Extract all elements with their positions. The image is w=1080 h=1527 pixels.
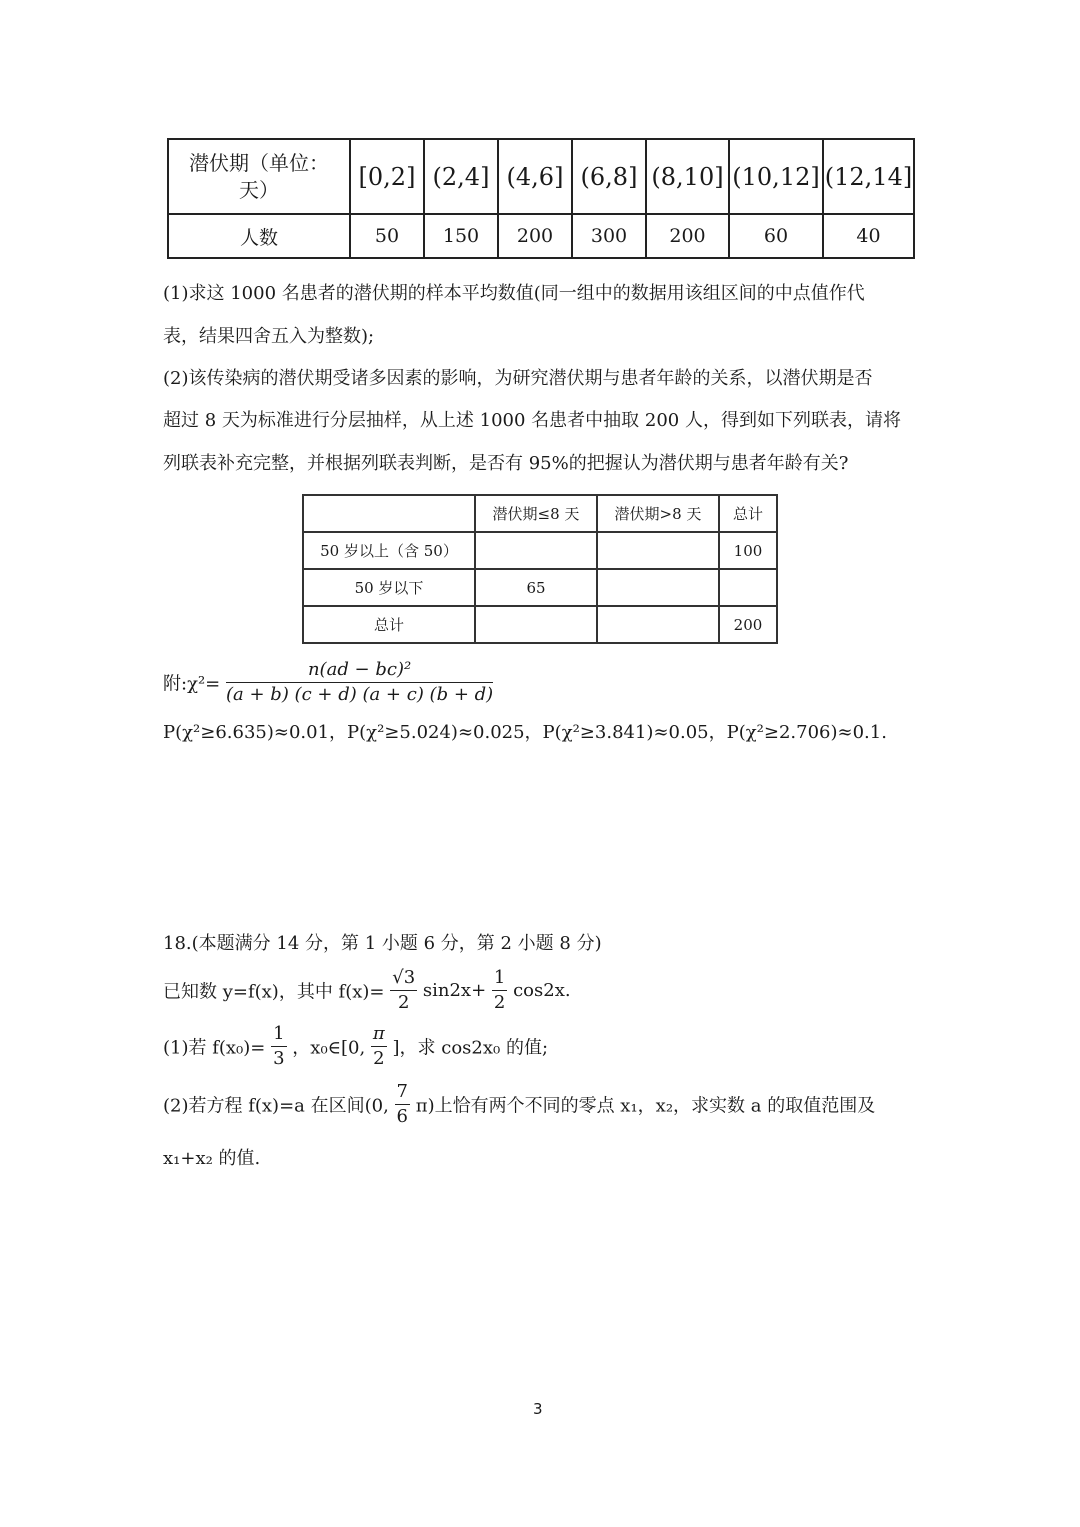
contingency-row [303,532,777,569]
formula-numerator: n(ad − bc)² [226,660,493,683]
pi-den: 2 [373,1047,385,1069]
interval-cell: (4,6] [498,139,572,214]
p2-fraction [395,1082,410,1127]
formula-denominator: (a + b) (c + d) (a + c) (b + d) [226,683,494,705]
chi-square-formula [163,660,493,705]
p2-frac-num: 7 [395,1082,410,1105]
contingency-header-cell: 总计 [719,495,777,532]
chi-square-probabilities: P(χ²≥6.635)≈0.01，P(χ²≥5.024)≈0.025，P(χ²≥3.841)≈0.05，P(χ²≥2.706)≈0.1. [163,722,887,743]
formula-label: 附:χ²= [163,673,221,695]
q18-part2-line2: x₁+x₂ 的值. [163,1148,261,1169]
contingency-row [303,569,777,606]
contingency-row-label: 50 岁以下 [303,569,475,606]
contingency-cell [597,569,719,606]
incubation-table [167,138,915,259]
q18-part1 [163,1024,548,1069]
sin-term: sin2x+ [422,979,487,1001]
count-cell: 40 [823,214,914,258]
count-cell: 200 [498,214,572,258]
contingency-corner-cell [303,495,475,532]
given-prefix: 已知数 y=f(x)，其中 f(x)= [163,981,385,1003]
contingency-cell [475,606,597,643]
p1-frac-num: 1 [271,1024,286,1047]
p1-suffix: ]，求 cos2x₀ 的值; [392,1037,549,1059]
two: 2 [397,991,410,1013]
interval-cell: [0,2] [350,139,424,214]
q17-part2-line1: (2)该传染病的潜伏期受诸多因素的影响，为研究潜伏期与患者年龄的关系，以潜伏期是否 [163,368,873,389]
p2-prefix: (2)若方程 f(x)=a 在区间(0, [163,1095,389,1117]
contingency-cell [719,569,777,606]
interval-cell: (2,4] [424,139,498,214]
two: 2 [493,991,506,1013]
q17-part1-line1: (1)求这 1000 名患者的潜伏期的样本平均数值(同一组中的数据用该组区间的中点值作代 [163,283,865,304]
q17-part2-line3: 列联表补充完整，并根据列联表判断，是否有 95%的把握认为潜伏期与患者年龄有关? [163,453,849,474]
q18-part2 [163,1082,875,1127]
contingency-row-label: 50 岁以上（含 50） [303,532,475,569]
page-number: 3 [533,1400,543,1418]
q17-part2-line2: 超过 8 天为标准进行分层抽样，从上述 1000 名患者中抽取 200 人，得到如下列联表，请将 [163,410,901,431]
one-over-2 [492,968,507,1013]
incubation-table-count-row [168,214,914,258]
contingency-cell: 100 [719,532,777,569]
pi-over-2 [371,1024,387,1069]
sqrt3: √3 [390,968,417,991]
cos-term: cos2x. [513,979,571,1001]
contingency-row [303,606,777,643]
contingency-cell: 65 [475,569,597,606]
p2-suffix: π)上恰有两个不同的零点 x₁，x₂，求实数 a 的取值范围及 [415,1095,876,1117]
contingency-table [302,494,778,644]
contingency-cell [597,532,719,569]
q18-given [163,968,571,1013]
contingency-cell [597,606,719,643]
count-cell: 200 [646,214,729,258]
p2-frac-den: 6 [396,1105,408,1127]
formula-fraction [226,660,493,705]
contingency-cell: 200 [719,606,777,643]
header-label-line2: 天） [239,177,279,202]
count-row-label: 人数 [168,214,350,258]
incubation-table-header-row [168,139,914,214]
contingency-header-row [303,495,777,532]
sqrt3-over-2 [390,968,417,1013]
interval-cell: (10,12] [729,139,823,214]
q17-part1-line2: 表，结果四舍五入为整数); [163,326,375,347]
one: 1 [492,968,507,991]
count-cell: 60 [729,214,823,258]
interval-cell: (6,8] [572,139,646,214]
interval-cell: (8,10] [646,139,729,214]
count-cell: 300 [572,214,646,258]
contingency-header-cell: 潜伏期>8 天 [597,495,719,532]
count-cell: 50 [350,214,424,258]
interval-cell: (12,14] [823,139,914,214]
pi: π [371,1024,387,1047]
p1-mid: ，x₀∈[0, [292,1037,366,1059]
p1-frac-den: 3 [273,1047,285,1069]
q18-header: 18.(本题满分 14 分，第 1 小题 6 分，第 2 小题 8 分) [163,933,602,954]
incubation-header-label [168,139,350,214]
p1-fraction [271,1024,286,1069]
header-label-line1: 潜伏期（单位： [189,150,329,175]
contingency-row-label: 总计 [303,606,475,643]
count-cell: 150 [424,214,498,258]
contingency-header-cell: 潜伏期≤8 天 [475,495,597,532]
contingency-cell [475,532,597,569]
p1-prefix: (1)若 f(x₀)= [163,1037,266,1059]
